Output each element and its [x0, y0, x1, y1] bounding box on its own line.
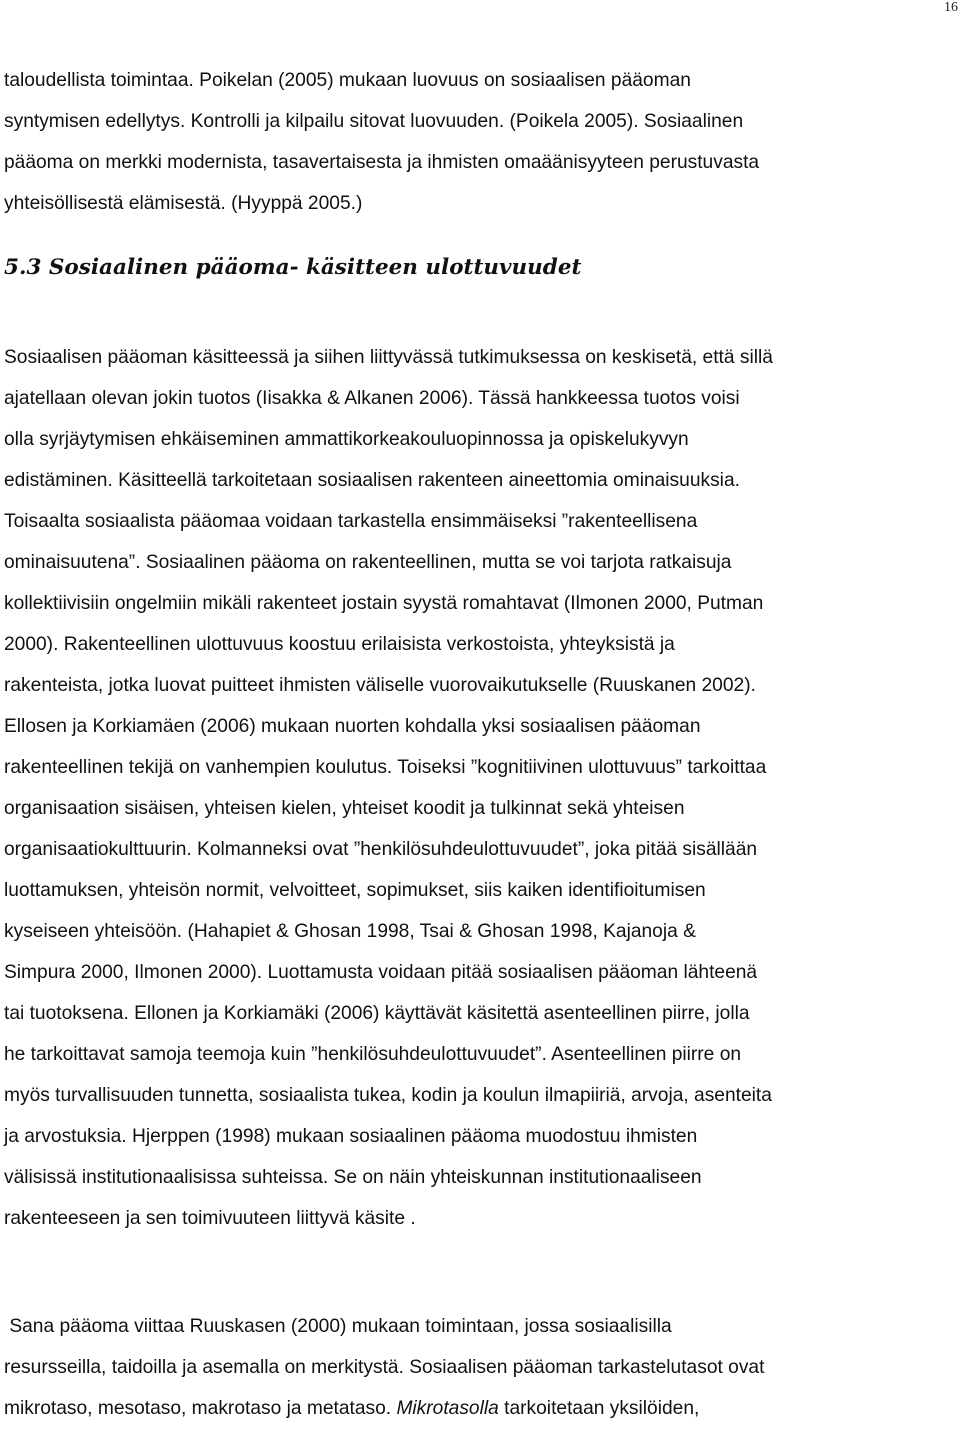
text-line: organisaation sisäisen, yhteisen kielen, yhteiset koodit ja tulkinnat sekä yhteisen — [4, 798, 685, 819]
paragraph-2 — [4, 337, 956, 1239]
page-number: 16 — [944, 0, 958, 15]
text-line: yhteisöllisestä elämisestä. (Hyyppä 2005.) — [4, 193, 363, 214]
text-line: myös turvallisuuden tunnetta, sosiaalista tukea, kodin ja koulun ilmapiiriä, arvoja, asenteita — [4, 1085, 772, 1106]
text-line: kollektiivisiin ongelmiin mikäli rakenteet jostain syystä romahtavat (Ilmonen 2000, Putman — [4, 593, 764, 614]
text-line: luottamuksen, yhteisön normit, velvoitteet, sopimukset, siis kaiken identifioitumisen — [4, 880, 706, 901]
text-segment: tarkoitetaan yksilöiden, — [498, 1398, 700, 1419]
text-line: rakenteista, jotka luovat puitteet ihmisten väliselle vuorovaikutukselle (Ruuskanen 2002). — [4, 675, 756, 696]
text-line: organisaatiokulttuurin. Kolmanneksi ovat ”henkilösuhdeulottuvuudet”, joka pitää sisällään — [4, 839, 758, 860]
text-line: pääoma on merkki modernista, tasavertaisesta ja ihmisten omaäänisyyteen perustuvasta — [4, 152, 760, 173]
section-heading: 5.3 Sosiaalinen pääoma- käsitteen ulottuvuudet — [4, 255, 582, 280]
text-line: Simpura 2000, Ilmonen 2000). Luottamusta voidaan pitää sosiaalisen pääoman lähteenä — [4, 962, 758, 983]
text-line: he tarkoittavat samoja teemoja kuin ”henkilösuhdeulottuvuudet”. Asenteellinen piirre on — [4, 1044, 742, 1065]
text-line: Toisaalta sosiaalista pääomaa voidaan tarkastella ensimmäiseksi ”rakenteellisena — [4, 511, 698, 532]
italic-term: Mikrotasolla — [396, 1398, 499, 1419]
text-line: ajatellaan olevan jokin tuotos (Iisakka & Alkanen 2006). Tässä hankkeessa tuotos voisi — [4, 388, 740, 409]
text-segment: mikrotaso, mesotaso, makrotaso ja metataso. — [4, 1398, 397, 1419]
text-line: Ellosen ja Korkiamäen (2006) mukaan nuorten kohdalla yksi sosiaalisen pääoman — [4, 716, 701, 737]
text-line: olla syrjäytymisen ehkäiseminen ammattikorkeakouluopinnossa ja opiskelukyvyn — [4, 429, 689, 450]
text-line: rakenteellinen tekijä on vanhempien koulutus. Toiseksi ”kognitiivinen ulottuvuus” tarkoittaa — [4, 757, 767, 778]
text-line: edistäminen. Käsitteellä tarkoitetaan sosiaalisen rakenteen aineettomia ominaisuuksia. — [4, 470, 740, 491]
text-line: välisissä institutionaalisissa suhteissa. Se on näin yhteiskunnan institutionaaliseen — [4, 1167, 702, 1188]
text-line: taloudellista toimintaa. Poikelan (2005) mukaan luovuus on sosiaalisen pääoman — [4, 70, 691, 91]
paragraph-1 — [4, 60, 956, 224]
text-line: 2000). Rakenteellinen ulottuvuus koostuu erilaisista verkostoista, yhteyksistä ja — [4, 634, 675, 655]
text-line: ja arvostuksia. Hjerppen (1998) mukaan sosiaalinen pääoma muodostuu ihmisten — [4, 1126, 698, 1147]
paragraph-3 — [4, 1306, 956, 1429]
text-line: ominaisuutena”. Sosiaalinen pääoma on rakenteellinen, mutta se voi tarjota ratkaisuja — [4, 552, 732, 573]
text-line: syntymisen edellytys. Kontrolli ja kilpailu sitovat luovuuden. (Poikela 2005). Sosiaalinen — [4, 111, 744, 132]
text-line: resursseilla, taidoilla ja asemalla on merkitystä. Sosiaalisen pääoman tarkastelutasot ovat — [4, 1357, 765, 1378]
text-line: tai tuotoksena. Ellonen ja Korkiamäki (2006) käyttävät käsitettä asenteellinen piirre, jolla — [4, 1003, 750, 1024]
text-line: rakenteeseen ja sen toimivuuteen liittyvä käsite . — [4, 1208, 416, 1229]
text-line: Sana pääoma viittaa Ruuskasen (2000) mukaan toimintaan, jossa sosiaalisilla — [4, 1316, 672, 1337]
text-line: kyseiseen yhteisöön. (Hahapiet & Ghosan 1998, Tsai & Ghosan 1998, Kajanoja & — [4, 921, 696, 942]
text-line: Sosiaalisen pääoman käsitteessä ja siihen liittyvässä tutkimuksessa on keskisetä, että sillä — [4, 347, 773, 368]
text-line — [4, 1388, 956, 1429]
